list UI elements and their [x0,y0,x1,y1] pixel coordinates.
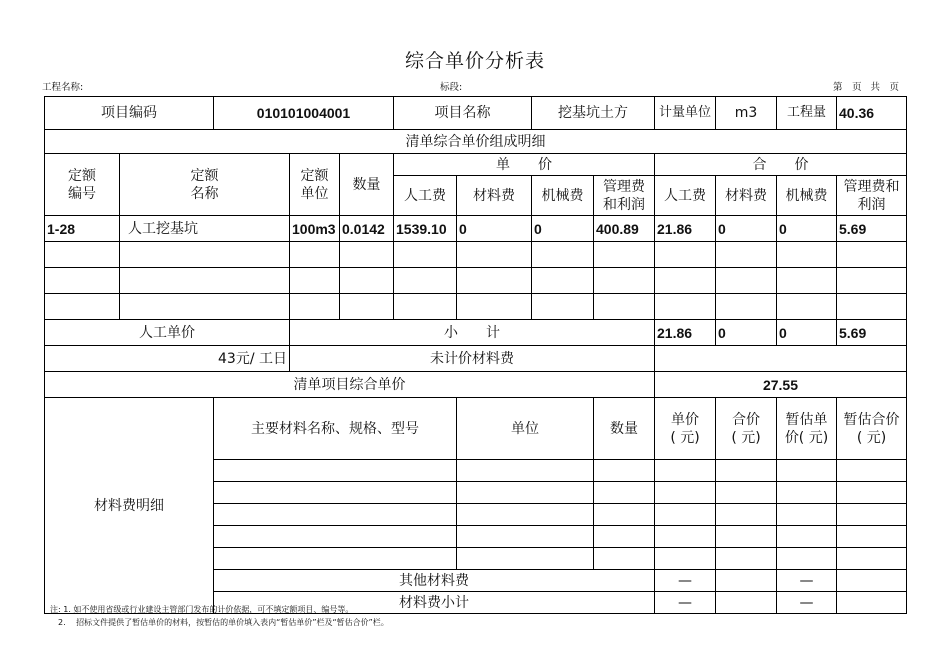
quantity-label: 工程量 [777,97,837,130]
section-title: 清单综合单价组成明细 [45,130,907,154]
detail-quota-unit: 100m3 [290,216,340,242]
overall-unit-price-row [45,372,907,398]
materials-est-sum-header: 暂估合价 ( 元) [837,398,907,460]
material-subtotal-label: 材料费小计 [214,592,655,614]
materials-header-row [45,398,907,460]
quota-number-header: 定额 编号 [45,154,120,216]
detail-total-machine: 0 [777,216,837,242]
unpriced-material-label: 未计价材料费 [290,346,655,372]
detail-unit-mgmt: 400.89 [594,216,655,242]
item-code-value: 010101004001 [214,97,394,130]
note-1: 注: 1. 如不使用省级或行业建设主管部门发布的计价依据，可不填定额项目、编号等。 [50,605,354,614]
detail-unit-labor: 1539.10 [394,216,457,242]
detail-amount: 0.0142 [340,216,394,242]
overall-unit-price-label: 清单项目综合单价 [45,372,655,398]
labor-rate: 43元/ 工日 [45,346,290,372]
note-2: 2. 招标文件提供了暂估单价的材料，按暂估的单价填入表内“暂估单价”栏及“暂估合价”栏。 [58,618,389,627]
item-name-label: 项目名称 [394,97,532,130]
other-material-label: 其他材料费 [214,570,655,592]
detail-quota-number: 1-28 [45,216,120,242]
quota-unit-header: 定额 单位 [290,154,340,216]
subtotal-machine: 0 [777,320,837,346]
detail-unit-material: 0 [457,216,532,242]
total-machine-header: 机械费 [777,176,837,216]
page-number-label: 第 页 共 页 [833,82,900,93]
empty-detail-row [45,268,907,294]
subtotal-labor: 21.86 [655,320,716,346]
page-title: 综合单价分析表 [404,50,545,72]
detail-unit-machine: 0 [532,216,594,242]
unit-mgmt-header: 管理费 和利润 [594,176,655,216]
other-material-est-price-dash: — [777,570,837,592]
unit-price-analysis-table [44,96,907,614]
project-info-row [45,97,907,130]
amount-header: 数量 [340,154,394,216]
subtotal-material: 0 [716,320,777,346]
unit-price-header: 单 价 [394,154,655,176]
other-material-price-dash: — [655,570,716,592]
materials-section-label: 材料费明细 [45,398,214,614]
materials-name-header: 主要材料名称、规格、型号 [214,398,457,460]
materials-qty-header: 数量 [594,398,655,460]
quantity-value: 40.36 [837,97,907,130]
unpriced-material-value [655,346,907,372]
item-code-label: 项目编码 [45,97,214,130]
detail-total-mgmt: 5.69 [837,216,907,242]
unpriced-material-row [45,346,907,372]
unit-material-header: 材料费 [457,176,532,216]
empty-detail-row [45,242,907,268]
quota-name-header: 定额 名称 [120,154,290,216]
item-name-value: 挖基坑土方 [532,97,655,130]
detail-total-labor: 21.86 [655,216,716,242]
detail-total-material: 0 [716,216,777,242]
unit-label: 计量单位 [655,97,716,130]
total-price-header: 合 价 [655,154,907,176]
detail-quota-name: 人工挖基坑 [120,216,290,242]
materials-price-header: 单价 ( 元) [655,398,716,460]
materials-est-price-header: 暂估单 价( 元) [777,398,837,460]
materials-unit-header: 单位 [457,398,594,460]
subtotal-mgmt: 5.69 [837,320,907,346]
unit-labor-header: 人工费 [394,176,457,216]
unit-value: m3 [716,97,777,130]
material-subtotal-est-price-dash: — [777,592,837,614]
total-material-header: 材料费 [716,176,777,216]
total-labor-header: 人工费 [655,176,716,216]
section-label: 标段: [440,82,463,93]
subtotal-label: 小 计 [290,320,655,346]
subtotal-row [45,320,907,346]
unit-machine-header: 机械费 [532,176,594,216]
detail-row [45,216,907,242]
project-name-label: 工程名称: [42,82,84,93]
material-subtotal-price-dash: — [655,592,716,614]
materials-sum-header: 合价 ( 元) [716,398,777,460]
empty-detail-row [45,294,907,320]
total-mgmt-header: 管理费和 利润 [837,176,907,216]
overall-unit-price-value: 27.55 [655,372,907,398]
labor-unit-price-label: 人工单价 [45,320,290,346]
